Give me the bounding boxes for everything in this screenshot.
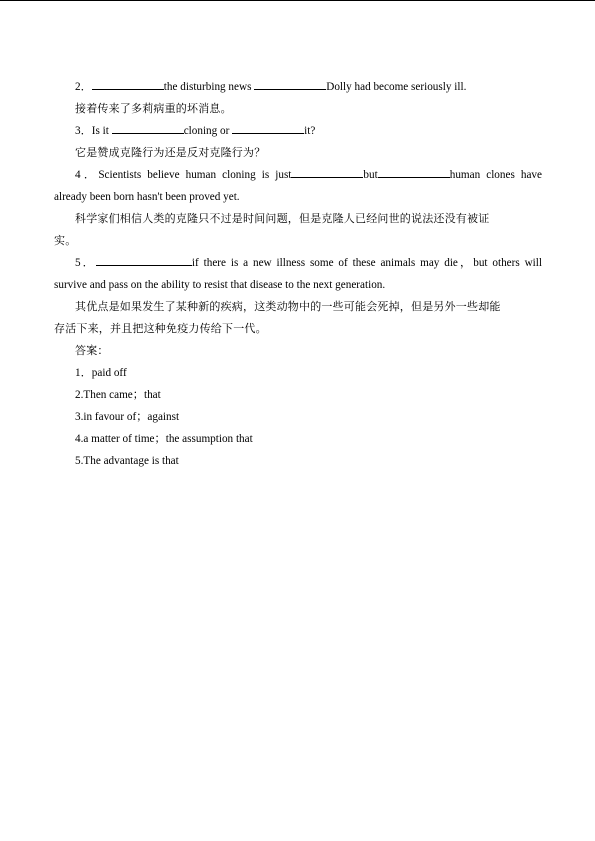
question-4-text-0: Scientists believe human cloning is just: [98, 169, 292, 181]
question-5-number: 5．: [75, 257, 96, 269]
page-top-border: [0, 0, 595, 1]
answers-heading: 答案：: [75, 344, 109, 357]
answer-item: 2.Then came；that: [75, 389, 161, 401]
answer-blank[interactable]: [112, 122, 184, 134]
question-3-text-2: it?: [304, 125, 316, 137]
question-3-number: 3．: [75, 125, 92, 137]
question-5-translation-wrap: 存活下来，并且把这种免疫力传给下一代。: [54, 322, 267, 335]
answer-item: 5.The advantage is that: [75, 455, 179, 467]
answer-blank[interactable]: [291, 166, 363, 178]
question-3-text-1: cloning or: [183, 125, 233, 137]
question-2-text-2: Dolly had become seriously ill.: [326, 81, 467, 93]
question-4-continuation: already been born hasn't been proved yet.: [54, 191, 240, 203]
question-3-translation: 它是赞成克隆行为还是反对克隆行为？: [75, 146, 266, 159]
question-3: [54, 120, 542, 142]
worksheet-page: [54, 76, 542, 472]
answer-blank[interactable]: [254, 78, 326, 90]
answer-item: 4.a matter of time；the assumption that: [75, 433, 253, 445]
question-2-text-1: the disturbing news: [163, 81, 255, 93]
answer-blank[interactable]: [92, 78, 164, 90]
question-5: [54, 252, 542, 274]
answer-item: 1．paid off: [75, 367, 127, 379]
answer-item: 3.in favour of；against: [75, 411, 180, 423]
question-2-translation: 接着传来了多莉病重的坏消息。: [75, 102, 232, 115]
question-5-translation: 其优点是如果发生了某种新的疾病，这类动物中的一些可能会死掉，但是另外一些却能: [75, 300, 501, 313]
question-5-continuation: survive and pass on the ability to resist that disease to the next generation.: [54, 279, 386, 291]
question-3-text-0: Is it: [91, 125, 112, 137]
question-4-text-1: but: [363, 169, 378, 181]
question-4-translation: 科学家们相信人类的克隆只不过是时间问题，但是克隆人已经问世的说法还没有被证: [75, 212, 490, 225]
question-4-number: 4．: [75, 169, 99, 181]
question-2-number: 2．: [75, 81, 92, 93]
question-4-translation-wrap: 实。: [54, 234, 77, 247]
answer-blank[interactable]: [232, 122, 304, 134]
answer-blank[interactable]: [378, 166, 450, 178]
answer-blank[interactable]: [96, 254, 192, 266]
question-5-text-1: if there is a new illness some of these animals may die，but others will: [191, 257, 542, 269]
question-4-text-2: human clones have: [449, 169, 542, 181]
question-2: [54, 76, 542, 98]
question-4: [54, 164, 542, 186]
